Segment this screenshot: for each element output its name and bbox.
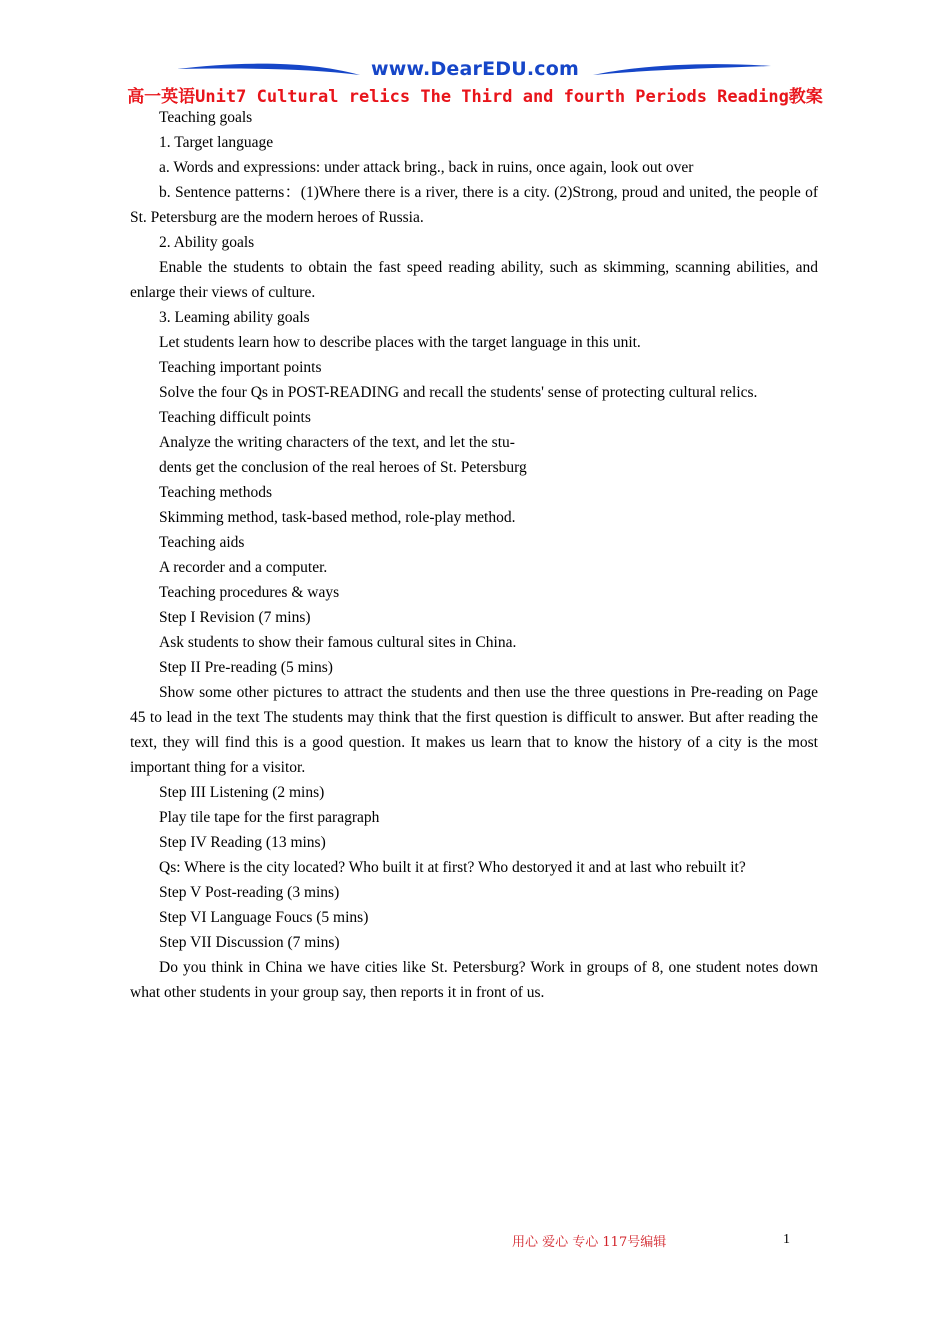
paragraph: dents get the conclusion of the real heroes of St. Petersburg	[159, 459, 527, 476]
paragraph: 3. Leaming ability goals	[159, 309, 310, 326]
paragraph: Step II Pre-reading (5 mins)	[159, 659, 333, 676]
page-number: 1	[783, 1232, 790, 1247]
footer-slogan: 用心 爱心 专心 117号编辑	[512, 1235, 667, 1250]
paragraph: a. Words and expressions: under attack bring., back in ruins, once again, look out over	[159, 159, 694, 176]
paragraph: Qs: Where is the city located? Who built it at first? Who destoryed it and at last who rebuilt it?	[159, 859, 746, 876]
paragraph: Step I Revision (7 mins)	[159, 609, 311, 626]
paragraph: Do you think in China we have cities like St. Petersburg? Work in groups of 8, one student notes down what other students in your group say, then reports it in front of us.	[130, 959, 818, 1001]
document-body	[130, 105, 818, 1005]
paragraph: Teaching important points	[159, 359, 322, 376]
paragraph: Show some other pictures to attract the students and then use the three questions in Pre-reading on Page 45 to lead in the text The students may think that the first question is difficult to answer. But after reading the text, they will find this is a good question. It makes us learn that to know the history of a city is the most important thing for a visitor.	[130, 684, 818, 776]
paragraph: Solve the four Qs in POST-READING and recall the students' sense of protecting cultural relics.	[159, 384, 758, 401]
paragraph: Step III Listening (2 mins)	[159, 784, 325, 801]
paragraph: Teaching difficult points	[159, 409, 311, 426]
paragraph: Step V Post-reading (3 mins)	[159, 884, 340, 901]
paragraph: Let students learn how to describe places with the target language in this unit.	[159, 334, 641, 351]
site-logo-text[interactable]: www.DearEDU.com	[370, 58, 580, 80]
paragraph: 2. Ability goals	[159, 234, 255, 251]
paragraph: Play tile tape for the first paragraph	[159, 809, 380, 826]
paragraph: Teaching goals	[159, 109, 253, 126]
paragraph: Teaching aids	[159, 534, 245, 551]
paragraph: Ask students to show their famous cultural sites in China.	[159, 634, 517, 651]
paragraph: A recorder and a computer.	[159, 559, 328, 576]
paragraph: Teaching procedures & ways	[159, 584, 340, 601]
paragraph: Step VI Language Foucs (5 mins)	[159, 909, 369, 926]
paragraph: Step IV Reading (13 mins)	[159, 834, 326, 851]
document-title: 高一英语Unit7 Cultural relics The Third and fourth Periods Reading教案	[127, 87, 823, 107]
paragraph: Analyze the writing characters of the text, and let the stu-	[159, 434, 515, 451]
paragraph: Skimming method, task-based method, role-play method.	[159, 509, 516, 526]
paragraph: Teaching methods	[159, 484, 272, 501]
paragraph: 1. Target language	[159, 134, 274, 151]
paragraph: Step VII Discussion (7 mins)	[159, 934, 340, 951]
paragraph: Enable the students to obtain the fast speed reading ability, such as skimming, scanning abilities, and enlarge their views of culture.	[130, 259, 818, 301]
paragraph: b. Sentence patterns：(1)Where there is a river, there is a city. (2)Strong, proud and united, the people of St. Petersburg are the modern heroes of Russia.	[130, 184, 818, 226]
